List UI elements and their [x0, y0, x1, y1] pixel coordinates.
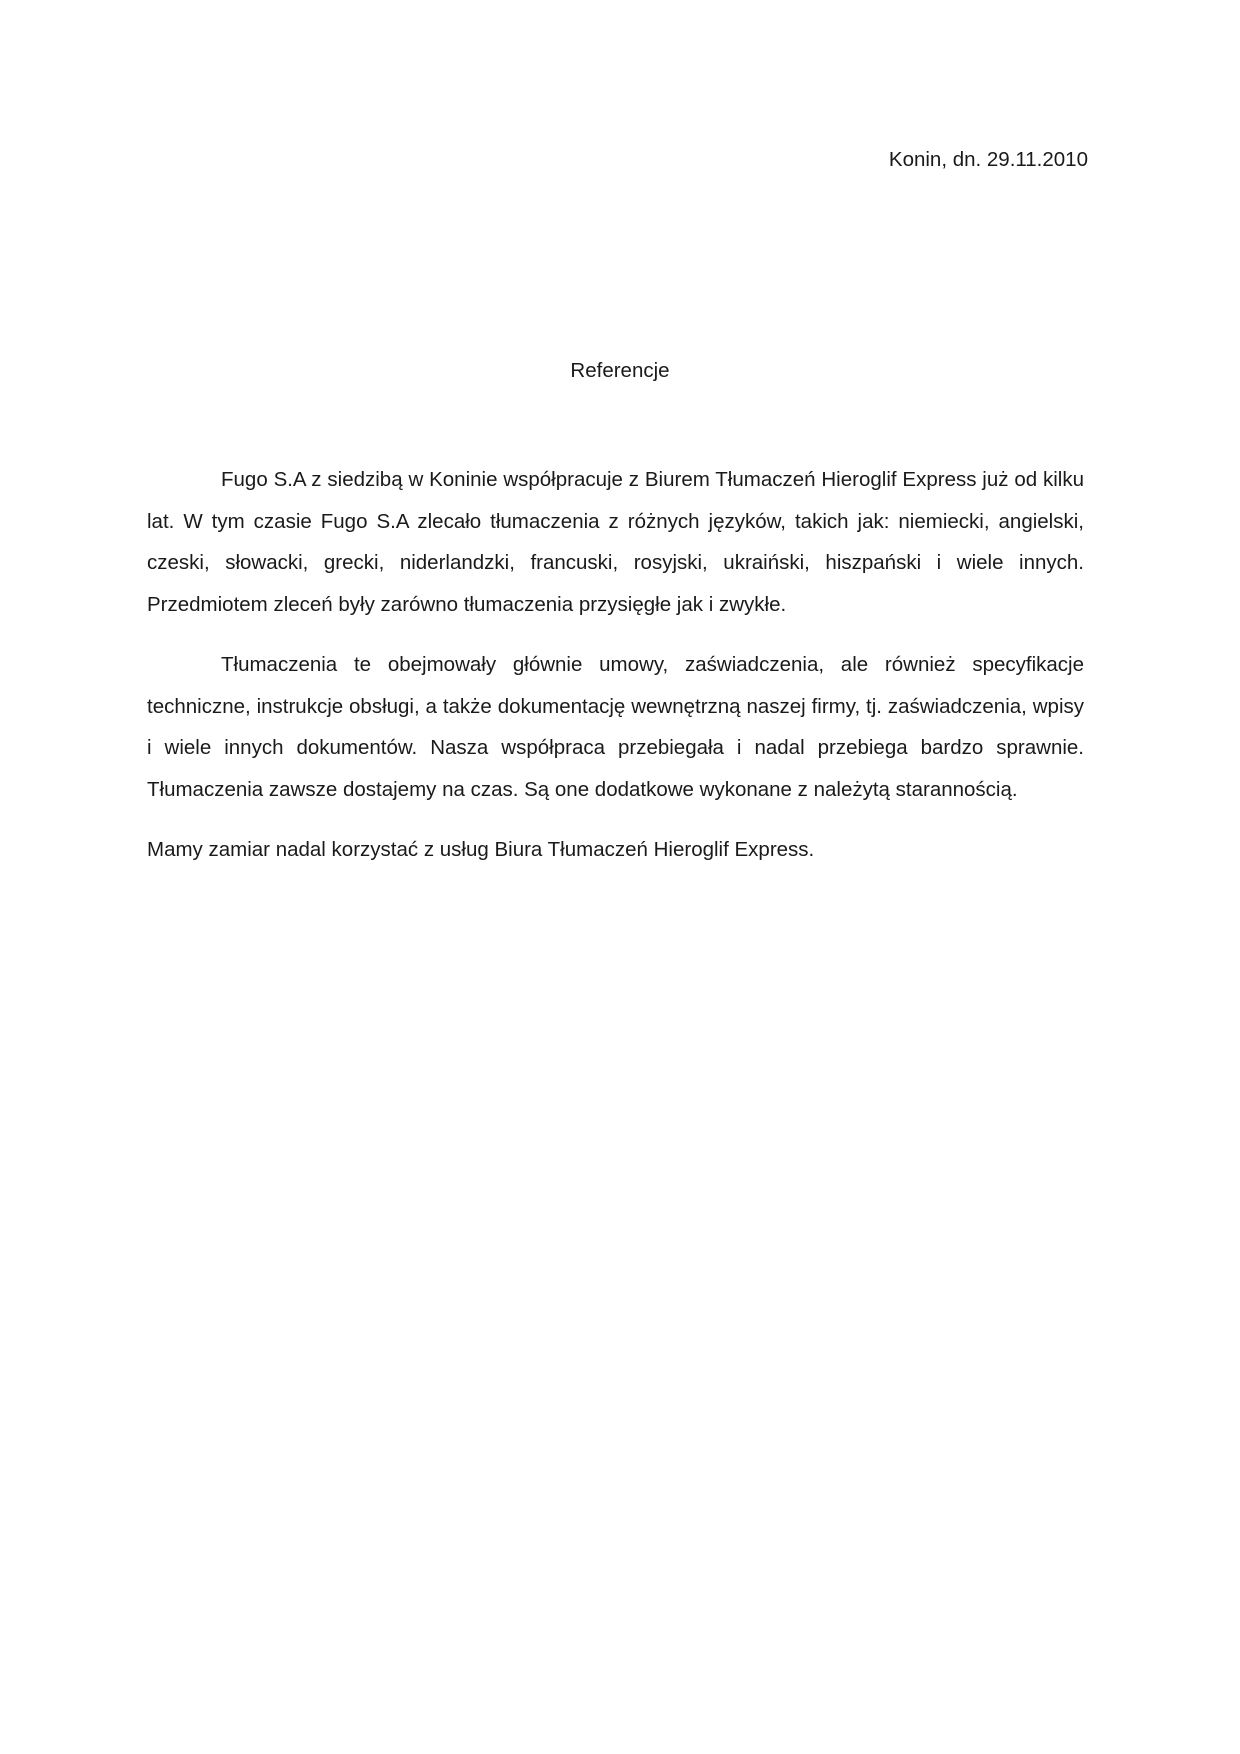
- document-body: [147, 459, 1084, 890]
- date-line: Konin, dn. 29.11.2010: [888, 148, 1088, 171]
- paragraph-closing: Mamy zamiar nadal korzystać z usług Biura Tłumaczeń Hieroglif Express.: [147, 838, 815, 861]
- document-title: Referencje: [570, 359, 670, 382]
- paragraph-scope: Tłumaczenia te obejmowały głównie umowy, zaświadczenia, ale również specyfikacje techniczne, instrukcje obsługi, a także dokumentację wewnętrzną naszej firmy, tj. zaświadczenia, wpisy i wiele innych dokumentów. Nasza współpraca przebiegała i nadal przebiega bardzo sprawnie. Tłumaczenia zawsze dostajemy na czas. Są one dodatkowe wykonane z należytą starannością.: [147, 653, 1084, 801]
- paragraph-cooperation: Fugo S.A z siedzibą w Koninie współpracuje z Biurem Tłumaczeń Hieroglif Express już od kilku lat. W tym czasie Fugo S.A zlecało tłumaczenia z różnych języków, takich jak: niemiecki, angielski, czeski, słowacki, grecki, niderlandzki, francuski, rosyjski, ukraiński, hiszpański i wiele innych. Przedmiotem zleceń były zarówno tłumaczenia przysięgłe jak i zwykłe.: [147, 468, 1084, 616]
